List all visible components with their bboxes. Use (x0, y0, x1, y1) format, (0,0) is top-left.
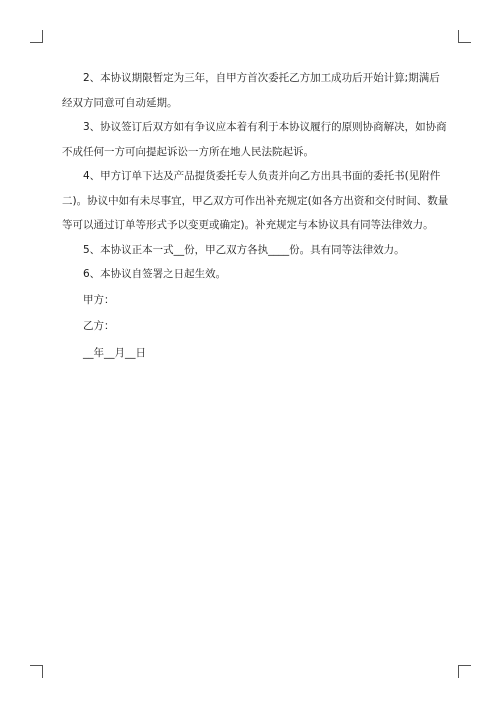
crop-mark-bottom-right (458, 665, 471, 678)
clause-6: 6、本协议自签署之日起生效。 (83, 268, 227, 280)
party-a-label: 甲方： (83, 293, 115, 306)
crop-mark-top-right (458, 30, 471, 43)
document-body (62, 66, 450, 366)
party-b-label: 乙方： (83, 320, 115, 332)
clause-5: 5、本协议正本一式__份，甲乙双方各执____份。具有同等法律效力。 (83, 243, 405, 256)
crop-mark-top-left (30, 30, 43, 43)
clause-2: 2、本协议期限暂定为三年，自甲方首次委托乙方加工成功后开始计算;期满后经双方同意可自动延期。 (62, 72, 440, 109)
crop-mark-bottom-left (30, 665, 43, 678)
clause-3: 3、协议签订后双方如有争议应本着有利于本协议履行的原则协商解决，如协商不成任何一方可向提起诉讼一方所在地人民法院起诉。 (62, 121, 447, 158)
date-line: __年__月__日 (83, 346, 146, 359)
clause-4: 4、甲方订单下达及产品提货委托专人负责并向乙方出具书面的委托书(见附件二)。协议中如有未尽事宜，甲乙双方可作出补充规定(如各方出资和交付时间、数量等可以通过订单等形式予以变更或确定)。补充规定与本协议具有同等法律效力。 (62, 170, 449, 231)
